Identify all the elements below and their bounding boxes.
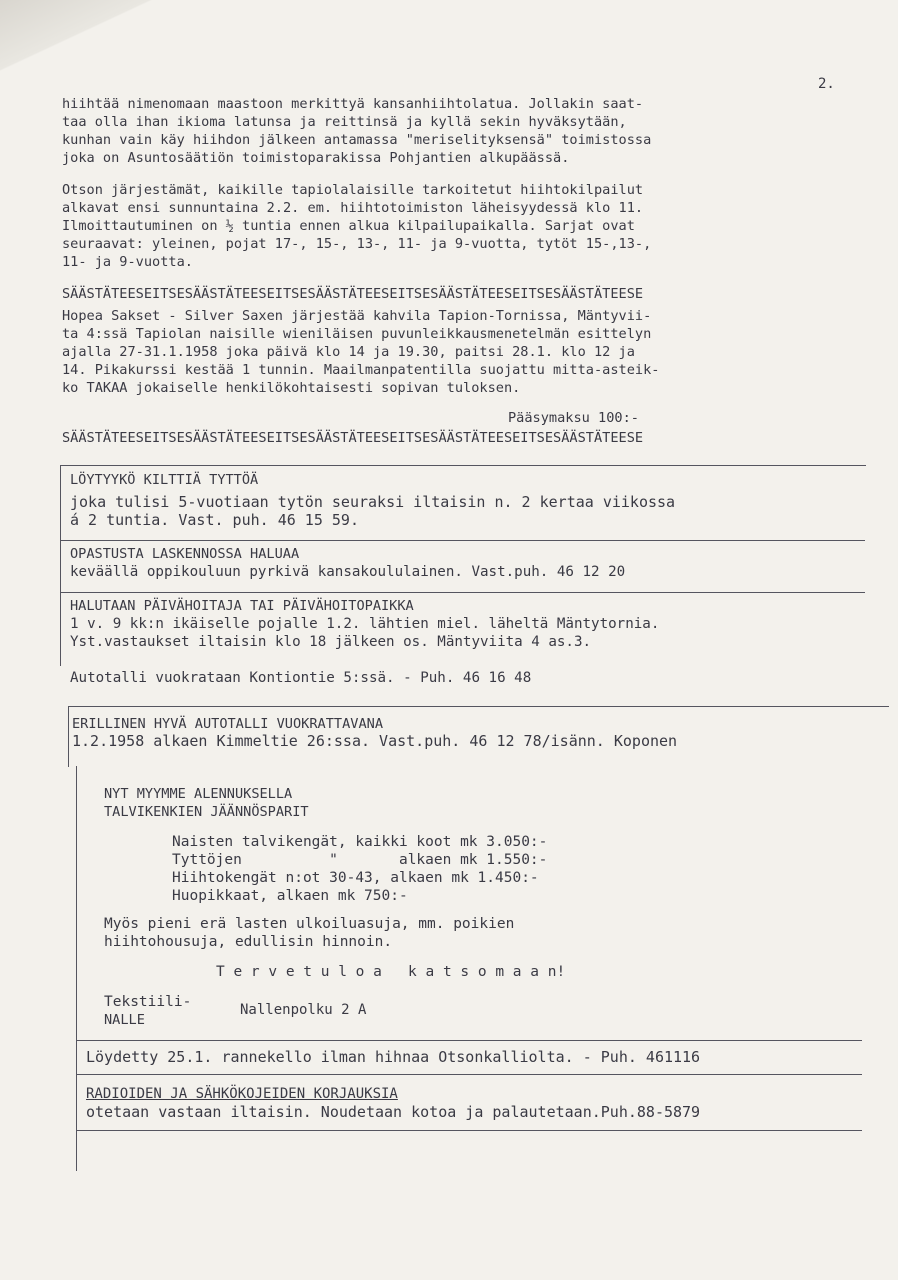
ad-text: joka tulisi 5-vuotiaan tytön seuraksi iltaisin n. 2 kertaa viikossa [70, 493, 676, 511]
welcome-text: T e r v e t u l o a k a t s o m a a n! [216, 964, 566, 980]
hopea-fee: Pääsymaksu 100:- [508, 410, 639, 426]
ad-text: Yst.vastaukset iltaisin klo 18 jälkeen os. Mäntyviita 4 as.3. [70, 634, 592, 650]
shop-address: Nallenpolku 2 A [240, 1002, 367, 1018]
hopea-line: 14. Pikakurssi kestää 1 tunnin. Maailmanpatentilla suojattu mitta-asteik- [62, 362, 660, 378]
shop-name: Tekstiili- [104, 994, 192, 1010]
article-line: alkavat ensi sunnuntaina 2.2. em. hiihtotoimiston läheisyydessä klo 11. [62, 200, 644, 216]
price-item: Huopikkaat, alkaen mk 750:- [172, 888, 408, 904]
article-line: 11- ja 9-vuotta. [62, 254, 193, 270]
ad-text: Autotalli vuokrataan Kontiontie 5:ssä. - Puh. 46 16 48 [70, 670, 532, 686]
ad-divider [60, 540, 865, 541]
page-number: 2. [818, 76, 835, 92]
folded-corner [0, 0, 180, 90]
ad-divider [60, 592, 865, 593]
ad-heading: LÖYTYYKÖ KILTTIÄ TYTTÖÄ [70, 472, 259, 488]
article-line: taa olla ihan ikioma latunsa ja reittinsä ja kyllä sekin hyväksytään, [62, 114, 627, 130]
ad-heading: OPASTUSTA LASKENNOSSA HALUAA [70, 546, 300, 562]
hopea-line: Hopea Sakset - Silver Saxen järjestää kahvila Tapion-Tornissa, Mäntyvii- [62, 308, 652, 324]
ad-divider [76, 1074, 862, 1075]
hopea-line: ajalla 27-31.1.1958 joka päivä klo 14 ja 19.30, paitsi 28.1. klo 12 ja [62, 344, 635, 360]
ad-text: otetaan vastaan iltaisin. Noudetaan kotoa ja palautetaan.Puh.88-5879 [86, 1103, 701, 1121]
article-line: kunhan vain käy hiihdon jälkeen antamassa "meriselityksensä" toimistossa [62, 132, 652, 148]
ad-heading: TALVIKENKIEN JÄÄNNÖSPARIT [104, 804, 309, 820]
ad-text: 1.2.1958 alkaen Kimmeltie 26:ssa. Vast.puh. 46 12 78/isänn. Koponen [72, 732, 678, 750]
ad-divider [76, 1040, 862, 1041]
article-line: seuraavat: yleinen, pojat 17-, 15-, 13-, 11- ja 9-vuotta, tytöt 15-,13-, [62, 236, 652, 252]
article-line: Ilmoittautuminen on ½ tuntia ennen alkua kilpailupaikalla. Sarjat ovat [62, 218, 635, 234]
price-item: Hiihtokengät n:ot 30-43, alkaen mk 1.450:- [172, 870, 539, 886]
ad-text: Myös pieni erä lasten ulkoiluasuja, mm. poikien [104, 916, 515, 932]
ad-text: hiihtohousuja, edullisin hinnoin. [104, 934, 393, 950]
ad-text: Löydetty 25.1. rannekello ilman hihnaa Otsonkalliolta. - Puh. 461116 [86, 1048, 701, 1066]
hopea-line: ta 4:ssä Tapiolan naisille wieniläisen puvunleikkausmenetelmän esittelyn [62, 326, 652, 342]
ad-text: á 2 tuntia. Vast. puh. 46 15 59. [70, 511, 359, 529]
separator-line: SÄÄSTÄTEESEITSESÄÄSTÄTEESEITSESÄÄSTÄTEESEITSESÄÄSTÄTEESEITSESÄÄSTÄTEESE [62, 286, 644, 302]
ad-heading: ERILLINEN HYVÄ AUTOTALLI VUOKRATTAVANA [72, 716, 383, 732]
ad-text: 1 v. 9 kk:n ikäiselle pojalle 1.2. lähtien miel. läheltä Mäntytornia. [70, 616, 660, 632]
article-line: Otson järjestämät, kaikille tapiolalaisille tarkoitetut hiihtokilpailut [62, 182, 644, 198]
price-item: Tyttöjen " alkaen mk 1.550:- [172, 852, 548, 868]
ad-heading: HALUTAAN PÄIVÄHOITAJA TAI PÄIVÄHOITOPAIKKA [70, 598, 414, 614]
ad-heading: RADIOIDEN JA SÄHKÖKOJEIDEN KORJAUKSIA [86, 1086, 398, 1102]
hopea-line: ko TAKAA jokaiselle henkilökohtaisesti sopivan tuloksen. [62, 380, 521, 396]
ad-divider [76, 1130, 862, 1131]
article-line: joka on Asuntosäätiön toimistoparakissa Pohjantien alkupäässä. [62, 150, 570, 166]
price-item: Naisten talvikengät, kaikki koot mk 3.050:- [172, 834, 548, 850]
ad-text: keväällä oppikouluun pyrkivä kansakoululainen. Vast.puh. 46 12 20 [70, 564, 626, 580]
article-line: hiihtää nimenomaan maastoon merkittyä kansanhiihtolatua. Jollakin saat- [62, 96, 644, 112]
shop-name: NALLE [104, 1012, 145, 1028]
separator-line: SÄÄSTÄTEESEITSESÄÄSTÄTEESEITSESÄÄSTÄTEESEITSESÄÄSTÄTEESEITSESÄÄSTÄTEESE [62, 430, 644, 446]
ad-heading: NYT MYYMME ALENNUKSELLA [104, 786, 293, 802]
